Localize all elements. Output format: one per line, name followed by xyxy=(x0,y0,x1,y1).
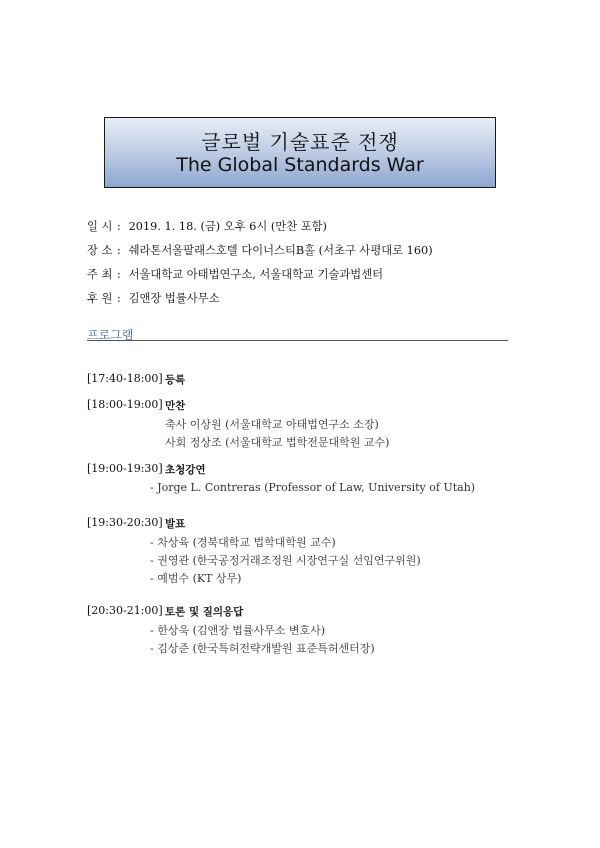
session-event: 초청강연 xyxy=(165,464,206,476)
session-event: 토론 및 질의응답 xyxy=(165,606,244,618)
session-time: [18:00-19:00] xyxy=(87,398,163,411)
session-event: 발표 xyxy=(165,518,186,530)
info-host-label: 주 최 xyxy=(87,268,113,281)
info-sponsor-label: 후 원 xyxy=(87,292,113,305)
title-box xyxy=(104,117,496,188)
info-host-value: 서울대학교 아태법연구소, 서울대학교 기술과법센터 xyxy=(128,268,384,281)
session-item: - 김상준 (한국특허전략개발원 표준특허센터장) xyxy=(150,642,375,655)
session-event: 등록 xyxy=(165,374,186,386)
title-korean: 글로벌 기술표준 전쟁 xyxy=(201,130,399,154)
session-item: - 예범수 (KT 상무) xyxy=(150,572,242,585)
info-date-value: 2019. 1. 18. (금) 오후 6시 (만찬 포함) xyxy=(128,220,327,233)
session-item: - Jorge L. Contreras (Professor of Law, University of Utah) xyxy=(150,481,476,494)
program-divider xyxy=(87,340,508,341)
session-time: [20:30-21:00] xyxy=(87,604,163,617)
info-venue-label: 장 소 xyxy=(87,244,113,257)
program-heading: 프로그램 xyxy=(87,328,134,342)
info-sponsor-value: 김앤장 법률사무소 xyxy=(128,292,220,305)
session-item: - 한상욱 (김앤장 법률사무소 변호사) xyxy=(150,624,326,637)
info-venue-value: 쉐라톤서울팔래스호텔 다이너스티B홀 (서초구 사평대로 160) xyxy=(128,244,433,257)
session-time: [19:00-19:30] xyxy=(87,462,163,475)
session-event: 만찬 xyxy=(165,400,186,412)
info-sponsor: 후 원 : 김앤장 법률사무소 xyxy=(87,292,220,305)
session-item: - 차상육 (경북대학교 법학대학원 교수) xyxy=(150,536,336,549)
session-item: 사회 정상조 (서울대학교 법학전문대학원 교수) xyxy=(165,436,390,449)
info-host: 주 최 : 서울대학교 아태법연구소, 서울대학교 기술과법센터 xyxy=(87,268,384,281)
info-venue: 장 소 : 쉐라톤서울팔래스호텔 다이너스티B홀 (서초구 사평대로 160) xyxy=(87,244,433,257)
session-item: 축사 이상원 (서울대학교 아태법연구소 소장) xyxy=(165,418,379,431)
info-date: 일 시 : 2019. 1. 18. (금) 오후 6시 (만찬 포함) xyxy=(87,220,327,233)
title-english: The Global Standards War xyxy=(176,154,424,176)
session-time: [19:30-20:30] xyxy=(87,516,163,529)
session-item: - 권영관 (한국공정거래조정원 시장연구실 선임연구위원) xyxy=(150,554,421,567)
session-time: [17:40-18:00] xyxy=(87,372,163,385)
info-date-label: 일 시 xyxy=(87,220,113,233)
